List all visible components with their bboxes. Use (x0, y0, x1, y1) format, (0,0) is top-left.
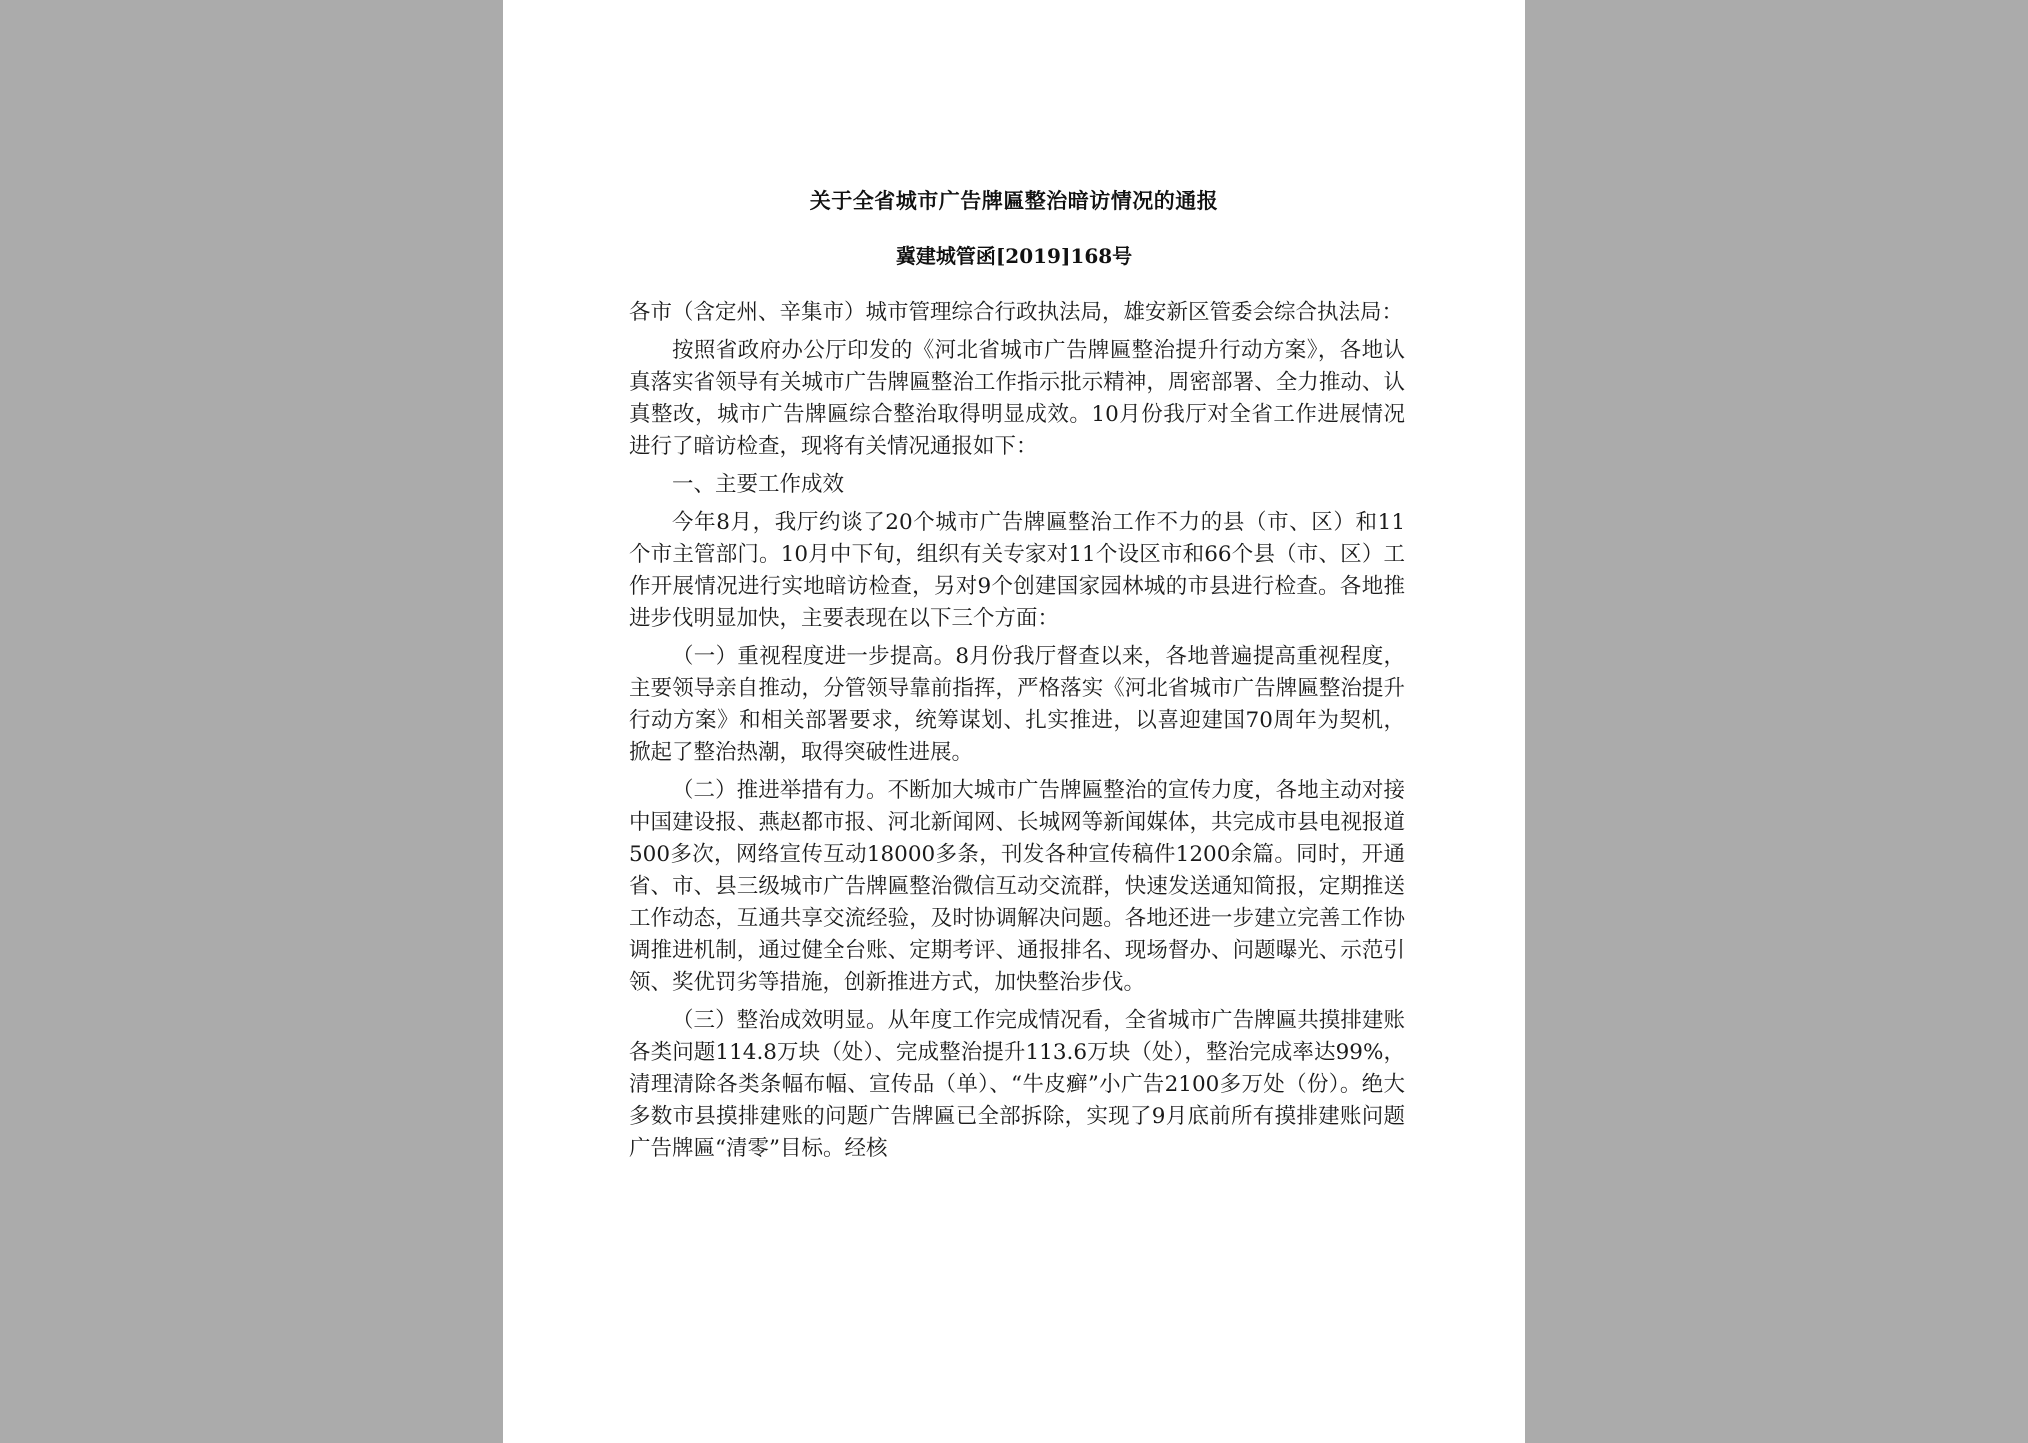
paragraph-point-1: （一）重视程度进一步提高。8月份我厅督查以来，各地普遍提高重视程度，主要领导亲自推动，分管领导靠前指挥，严格落实《河北省城市广告牌匾整治提升行动方案》和相关部署要求，统筹谋划、扎实推进，以喜迎建国70周年为契机，掀起了整治热潮，取得突破性进展。 (629, 644, 1405, 765)
salutation: 各市（含定州、辛集市）城市管理综合行政执法局，雄安新区管委会综合执法局： (629, 300, 1404, 325)
document-title: 关于全省城市广告牌匾整治暗访情况的通报 (809, 188, 1219, 213)
document-page (503, 0, 1525, 1443)
document-body (629, 297, 1405, 1165)
section-heading: 一、主要工作成效 (672, 472, 845, 497)
paragraph-overview: 今年8月，我厅约谈了20个城市广告牌匾整治工作不力的县（市、区）和11个市主管部门。10月中下旬，组织有关专家对11个设区市和66个县（市、区）工作开展情况进行实地暗访检查，另对9个创建国家园林城的市县进行检查。各地推进步伐明显加快，主要表现在以下三个方面： (629, 510, 1405, 631)
document-number: 冀建城管函[2019]168号 (895, 244, 1133, 268)
paragraph-point-2: （二）推进举措有力。不断加大城市广告牌匾整治的宣传力度，各地主动对接中国建设报、燕赵都市报、河北新闻网、长城网等新闻媒体，共完成市县电视报道500多次，网络宣传互动18000多条，刊发各种宣传稿件1200余篇。同时，开通省、市、县三级城市广告牌匾整治微信互动交流群，快速发送通知简报，定期推送工作动态，互通共享交流经验，及时协调解决问题。各地还进一步建立完善工作协调推进机制，通过健全台账、定期考评、通报排名、现场督办、问题曝光、示范引领、奖优罚劣等措施，创新推进方式，加快整治步伐。 (629, 778, 1405, 995)
paragraph-point-3: （三）整治成效明显。从年度工作完成情况看，全省城市广告牌匾共摸排建账各类问题114.8万块（处）、完成整治提升113.6万块（处），整治完成率达99%，清理清除各类条幅布幅、宣传品（单）、“牛皮癣”小广告2100多万处（份）。绝大多数市县摸排建账的问题广告牌匾已全部拆除，实现了9月底前所有摸排建账问题广告牌匾“清零”目标。经核 (629, 1008, 1405, 1161)
paragraph-intro: 按照省政府办公厅印发的《河北省城市广告牌匾整治提升行动方案》，各地认真落实省领导有关城市广告牌匾整治工作指示批示精神，周密部署、全力推动、认真整改，城市广告牌匾综合整治取得明显成效。10月份我厅对全省工作进展情况进行了暗访检查，现将有关情况通报如下： (629, 338, 1405, 459)
